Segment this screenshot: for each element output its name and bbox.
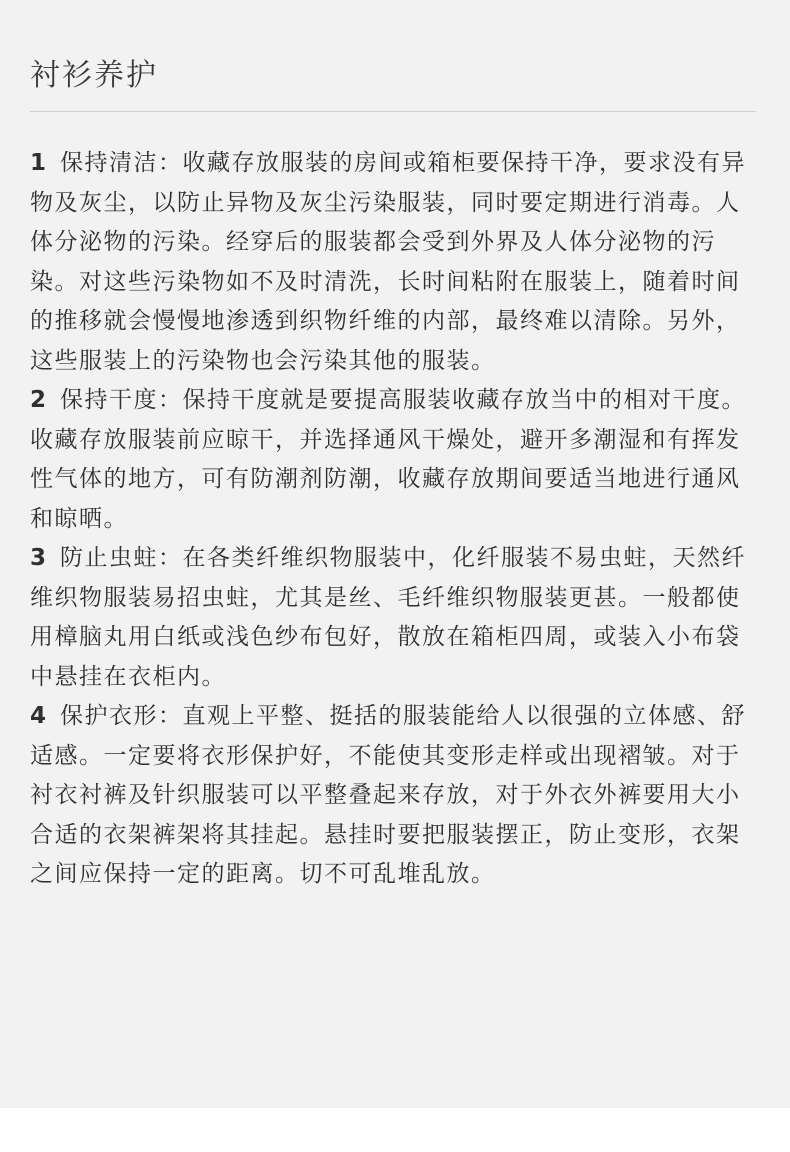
care-item-cleaning [30,144,756,381]
item-text: 保护衣形：直观上平整、挺括的服装能给人以很强的立体感、舒适感。一定要将衣形保护好，不能使其变形走样或出现褶皱。对于衬衣衬裤及针织服装可以平整叠起来存放，对于外衣外裤要用大小合适的衣架裤架将其挂起。悬挂时要把服装摆正，防止变形，衣架之间应保持一定的距离。切不可乱堆乱放。 [30,703,746,887]
item-text: 保持干度：保持干度就是要提高服装收藏存放当中的相对干度。收藏存放服装前应晾干，并选择通风干燥处，避开多潮湿和有挥发性气体的地方，可有防潮剂防潮，收藏存放期间要适当地进行通风和晾晒。 [30,387,746,532]
item-text: 保持清洁：收藏存放服装的房间或箱柜要保持干净，要求没有异物及灰尘，以防止异物及灰尘污染服装，同时要定期进行消毒。人体分泌物的污染。经穿后的服装都会受到外界及人体分泌物的污染。对这些污染物如不及时清洗，长时间粘附在服装上，随着时间的推移就会慢慢地渗透到织物纤维的内部，最终难以清除。另外，这些服装上的污染物也会污染其他的服装。 [30,150,746,374]
care-item-dryness [30,381,756,539]
page-title: 衬衫养护 [30,58,158,93]
bottom-margin [0,1108,790,1152]
care-item-shape-protection [30,697,756,895]
item-text: 防止虫蛀：在各类纤维织物服装中，化纤服装不易虫蛀，天然纤维织物服装易招虫蛀，尤其是丝、毛纤维织物服装更甚。一般都使用樟脑丸用白纸或浅色纱布包好，散放在箱柜四周，或装入小布袋中悬挂在衣柜内。 [30,545,746,690]
title-divider [30,111,756,112]
item-number: 2 [30,387,48,413]
item-number: 4 [30,703,48,729]
care-instructions [30,144,756,895]
care-item-moth-prevention [30,539,756,697]
item-number: 1 [30,150,48,176]
item-number: 3 [30,545,48,571]
